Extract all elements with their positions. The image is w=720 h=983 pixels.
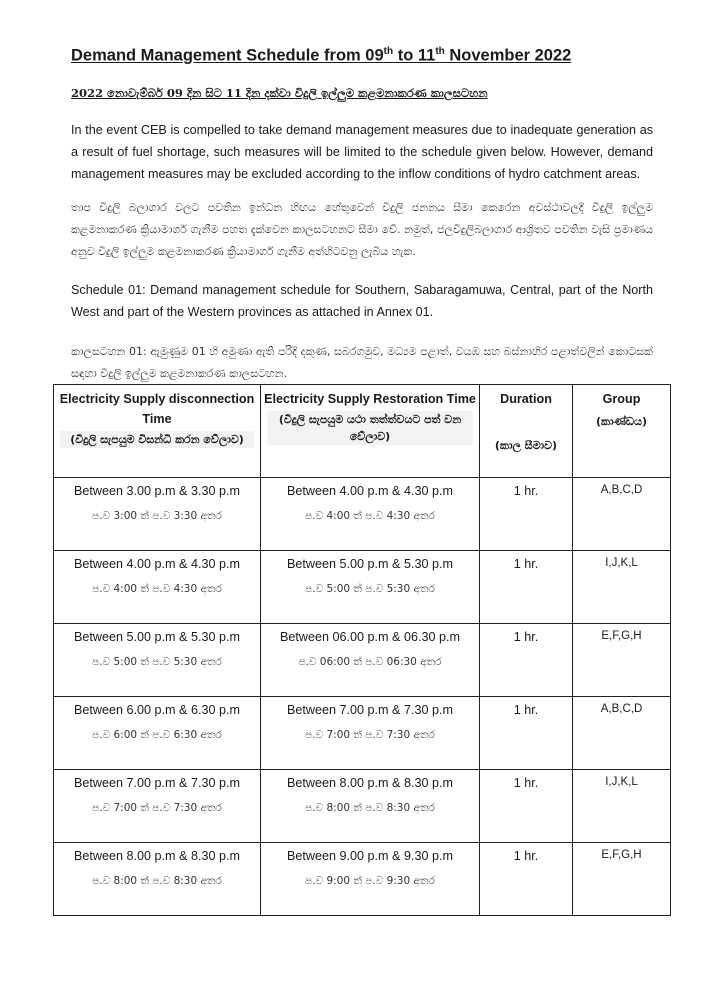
group-cell: E,F,G,H [573, 843, 671, 916]
duration-cell: 1 hr. [480, 551, 573, 624]
disconnection-cell: Between 8.00 p.m & 8.30 p.m ප.ව 8:00 ත් ප.ව 8:30 අතර [54, 843, 261, 916]
disconnection-cell: Between 3.00 p.m & 3.30 p.m ප.ව 3:00 ත් ප.ව 3:30 අතර [54, 478, 261, 551]
restoration-cell: Between 4.00 p.m & 4.30 p.m ප.ව 4:00 ත් ප.ව 4:30 අතර [261, 478, 480, 551]
duration-cell: 1 hr. [480, 697, 573, 770]
group-cell: E,F,G,H [573, 624, 671, 697]
duration-cell: 1 hr. [480, 770, 573, 843]
header-restoration-time: Electricity Supply Restoration Time (විදුලි සැපයුම යථා තත්ත්වයට පත් වන වේලාව) [261, 385, 480, 478]
table-header-row [54, 385, 671, 478]
header-duration: Duration (කාල සීමාව) [480, 385, 573, 478]
restoration-cell: Between 9.00 p.m & 9.30 p.m ප.ව 9:00 ත් ප.ව 9:30 අතර [261, 843, 480, 916]
schedule-table [53, 384, 671, 916]
table-row [54, 697, 671, 770]
duration-cell: 1 hr. [480, 843, 573, 916]
group-cell: A,B,C,D [573, 697, 671, 770]
intro-paragraph-english: In the event CEB is compelled to take demand management measures due to inadequate generation as a result of fuel shortage, such measures will be limited to the schedule given below. However, demand management measures may be excluded according to the inflow conditions of hydro catchment areas. [71, 123, 653, 181]
header-disconnection-time: Electricity Supply disconnection Time (විදුලි සැපයුම විසන්ධි කරන වේලාව) [54, 385, 261, 478]
document-subtitle-sinhala: 2022 නොවැම්බර් 09 දින සිට 11 දින දක්වා විදුලි ඉල්ලුම කළමනාකරණ කාලසටහන [71, 86, 488, 100]
table-row [54, 624, 671, 697]
group-cell: A,B,C,D [573, 478, 671, 551]
document-title: Demand Management Schedule from 09th to 11th November 2022 [71, 46, 572, 65]
restoration-cell: Between 8.00 p.m & 8.30 p.m ප.ව 8:00 ත් ප.ව 8:30 අතර [261, 770, 480, 843]
group-cell: I,J,K,L [573, 551, 671, 624]
restoration-cell: Between 06.00 p.m & 06.30 p.m ප.ව 06:00 ත් ප.ව 06:30 අතර [261, 624, 480, 697]
table-row [54, 843, 671, 916]
disconnection-cell: Between 6.00 p.m & 6.30 p.m ප.ව 6:00 ත් ප.ව 6:30 අතර [54, 697, 261, 770]
schedule-note-english: Schedule 01: Demand management schedule for Southern, Sabaragamuwa, Central, part of the North West and part of the Western provinces as attached in Annex 01. [71, 283, 653, 319]
duration-cell: 1 hr. [480, 624, 573, 697]
header-group: Group (කාණ්ඩය) [573, 385, 671, 478]
disconnection-cell: Between 4.00 p.m & 4.30 p.m ප.ව 4:00 ත් ප.ව 4:30 අතර [54, 551, 261, 624]
table-row [54, 478, 671, 551]
table-row [54, 770, 671, 843]
intro-paragraph-sinhala: තාප විදුලි බලාගාර වලට පවතින ඉන්ධන හිඟය හේතුවෙන් විදුලි ජනනය සීමා කෙරෙන අවස්ථාවලදී විදුලි ඉල්ලුම කළමනාකරණ ක්‍රියාමාර්ග ගැනීම පහත දැක්වෙන කාලසටහනට සීමා වේ. නමුත්, ජලවිදුලිබලාගාර ආශ්‍රිතව පවතින වැසි ප්‍රමාණය අනුව විදුලි ඉල්ලුම කළමනාකරණ ක්‍රියාමාර්ග ගැනීම අත්හිටවනු ලැබිය හැක. [71, 201, 653, 258]
table-row [54, 551, 671, 624]
restoration-cell: Between 7.00 p.m & 7.30 p.m ප.ව 7:00 ත් ප.ව 7:30 අතර [261, 697, 480, 770]
duration-cell: 1 hr. [480, 478, 573, 551]
restoration-cell: Between 5.00 p.m & 5.30 p.m ප.ව 5:00 ත් ප.ව 5:30 අතර [261, 551, 480, 624]
schedule-note-sinhala: කාලසටහන 01: ඇමුණුම 01 හි අමුණා ඇති පරිදි දකුණ, සබරගමුව, මධ්‍යම පළාත්, වයඹ සහ බස්නාහිර පළාත්වලින් කොටසක් සඳහා විදුලි ඉල්ලුම කළමනාකරණ කාලසටහන. [71, 345, 653, 380]
group-cell: I,J,K,L [573, 770, 671, 843]
disconnection-cell: Between 7.00 p.m & 7.30 p.m ප.ව 7:00 ත් ප.ව 7:30 අතර [54, 770, 261, 843]
disconnection-cell: Between 5.00 p.m & 5.30 p.m ප.ව 5:00 ත් ප.ව 5:30 අතර [54, 624, 261, 697]
